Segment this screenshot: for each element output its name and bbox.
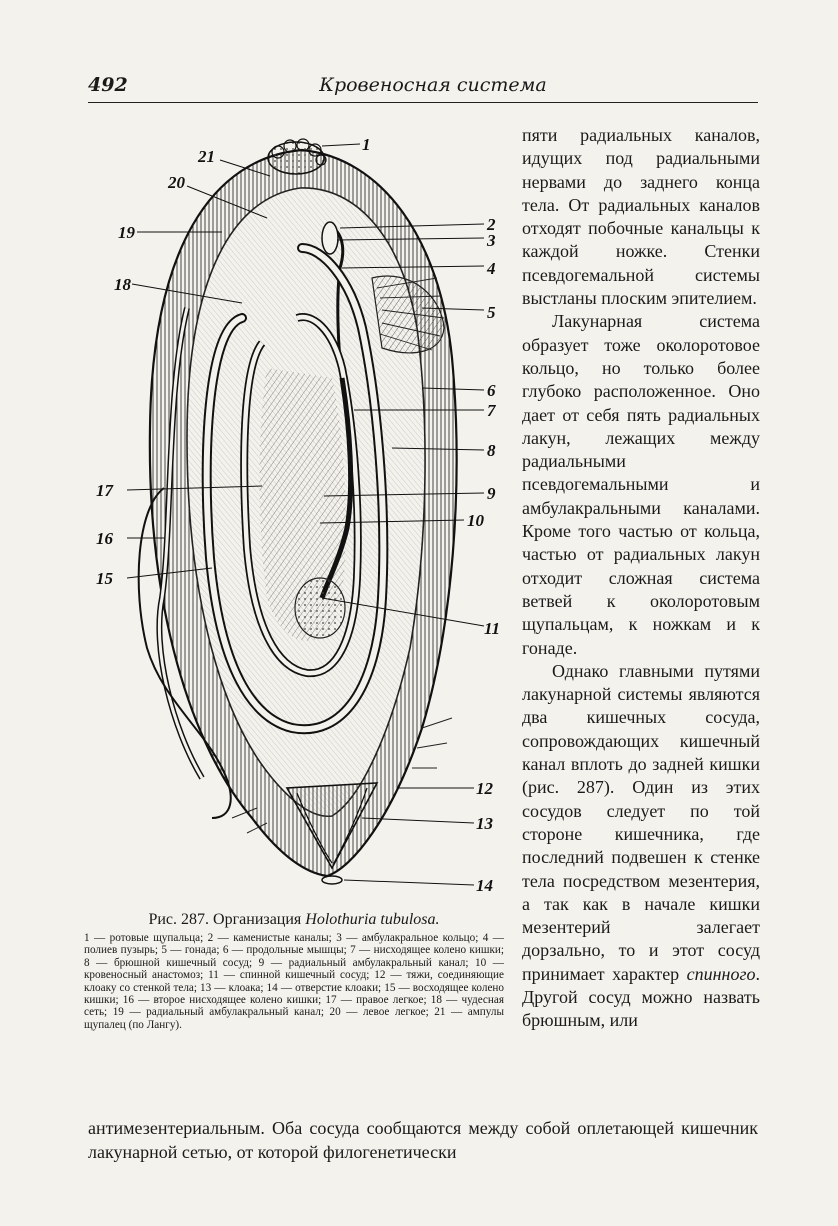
paragraph-3 [522,660,760,1033]
anatomy-illustration [92,128,514,906]
page-number: 492 [88,74,128,96]
label-12: 12 [476,779,493,798]
paragraph-3-emphasis: спинного [686,963,756,984]
label-17: 17 [96,481,113,500]
label-14: 14 [476,876,493,895]
page-header [88,72,758,103]
label-9: 9 [487,484,496,503]
holothuria-anatomy-figure [92,128,514,906]
oral-tentacles [268,139,326,174]
label-18: 18 [114,275,131,294]
paragraph-3-mid: . Другой сосуд можно назвать брюшным, или [522,963,760,1031]
label-16: 16 [96,529,113,548]
label-20: 20 [168,173,185,192]
paragraph-3-start: Однако главными путями лакунарной системы являются два кишечных сосуда, сопровождающих кишечный канал вплоть до задней кишки (рис. 287). Один из этих сосудов следует по той стороне кишечника, где последний подвешен к стенке тела посредством мезентерия, а так как в начале кишки мезентерий залегает дорзально, то и этот сосуд принимает характер [522,660,760,984]
label-2: 2 [487,215,496,234]
label-11: 11 [484,619,501,638]
label-7: 7 [487,401,496,420]
label-4: 4 [487,259,496,278]
caption-title [84,910,504,930]
label-5: 5 [487,303,496,322]
label-21: 21 [198,147,215,166]
main-text-column [522,124,760,1033]
paragraph-2: Лакунарная система образует тоже околоротовое кольцо, но только более глубоко расположенное. Оно дает от себя пять радиальных лакун, лежащих между радиальными псевдогемальными и амбулакральными каналами. Кроме того частью от кольца, частью от радиальных лакун отходит сложная система ветвей к околоротовым щупальцам, к ножкам и к гонаде. [522,311,760,658]
label-1: 1 [362,135,371,154]
label-3: 3 [487,231,496,250]
running-head: Кровеносная система [319,74,547,96]
paragraph-1: пяти радиальных каналов, идущих под радиальными нервами до заднего конца тела. От радиальных каналов отходят побочные канальцы к каждой ножке. Стенки псевдогемальной системы выстланы плоским эпителием. [522,125,760,309]
label-6: 6 [487,381,496,400]
caption-legend: 1 — ротовые щупальца; 2 — каменистые каналы; 3 — амбулакральное кольцо; 4 — полиев пузырь; 5 — гонада; 6 — продольные мышцы; 7 — нисходящее колено кишки; 8 — брюшной кишечный сосуд; 9 — радиальный амбулакральный канал; 10 — кровеносный анастомоз; 11 — спинной кишечный сосуд; 12 — тяжи, соединяющие клоаку со стенкой тела; 13 — клоака; 14 — отверстие клоаки; 15 — восходящее колено кишки; 16 — второе нисходящее колено кишки; 17 — правое легкое; 18 — чудесная сеть; 19 — радиальный амбулакральный канал; 20 — левое легкое; 21 — ампулы щупалец (по Лангу). [84,932,504,1031]
figure-caption [84,910,504,1031]
caption-prefix: Рис. 287. Организация [148,911,306,928]
caption-species: Holothuria tubulosa. [305,911,440,928]
label-15: 15 [96,569,113,588]
label-10: 10 [467,511,484,530]
label-8: 8 [487,441,496,460]
label-13: 13 [476,814,493,833]
bottom-paragraph: антимезентериальным. Оба сосуда сообщаются между собой оплетающей кишечник лакунарной сетью, от которой филогенетически [88,1118,758,1162]
label-19: 19 [118,223,135,242]
